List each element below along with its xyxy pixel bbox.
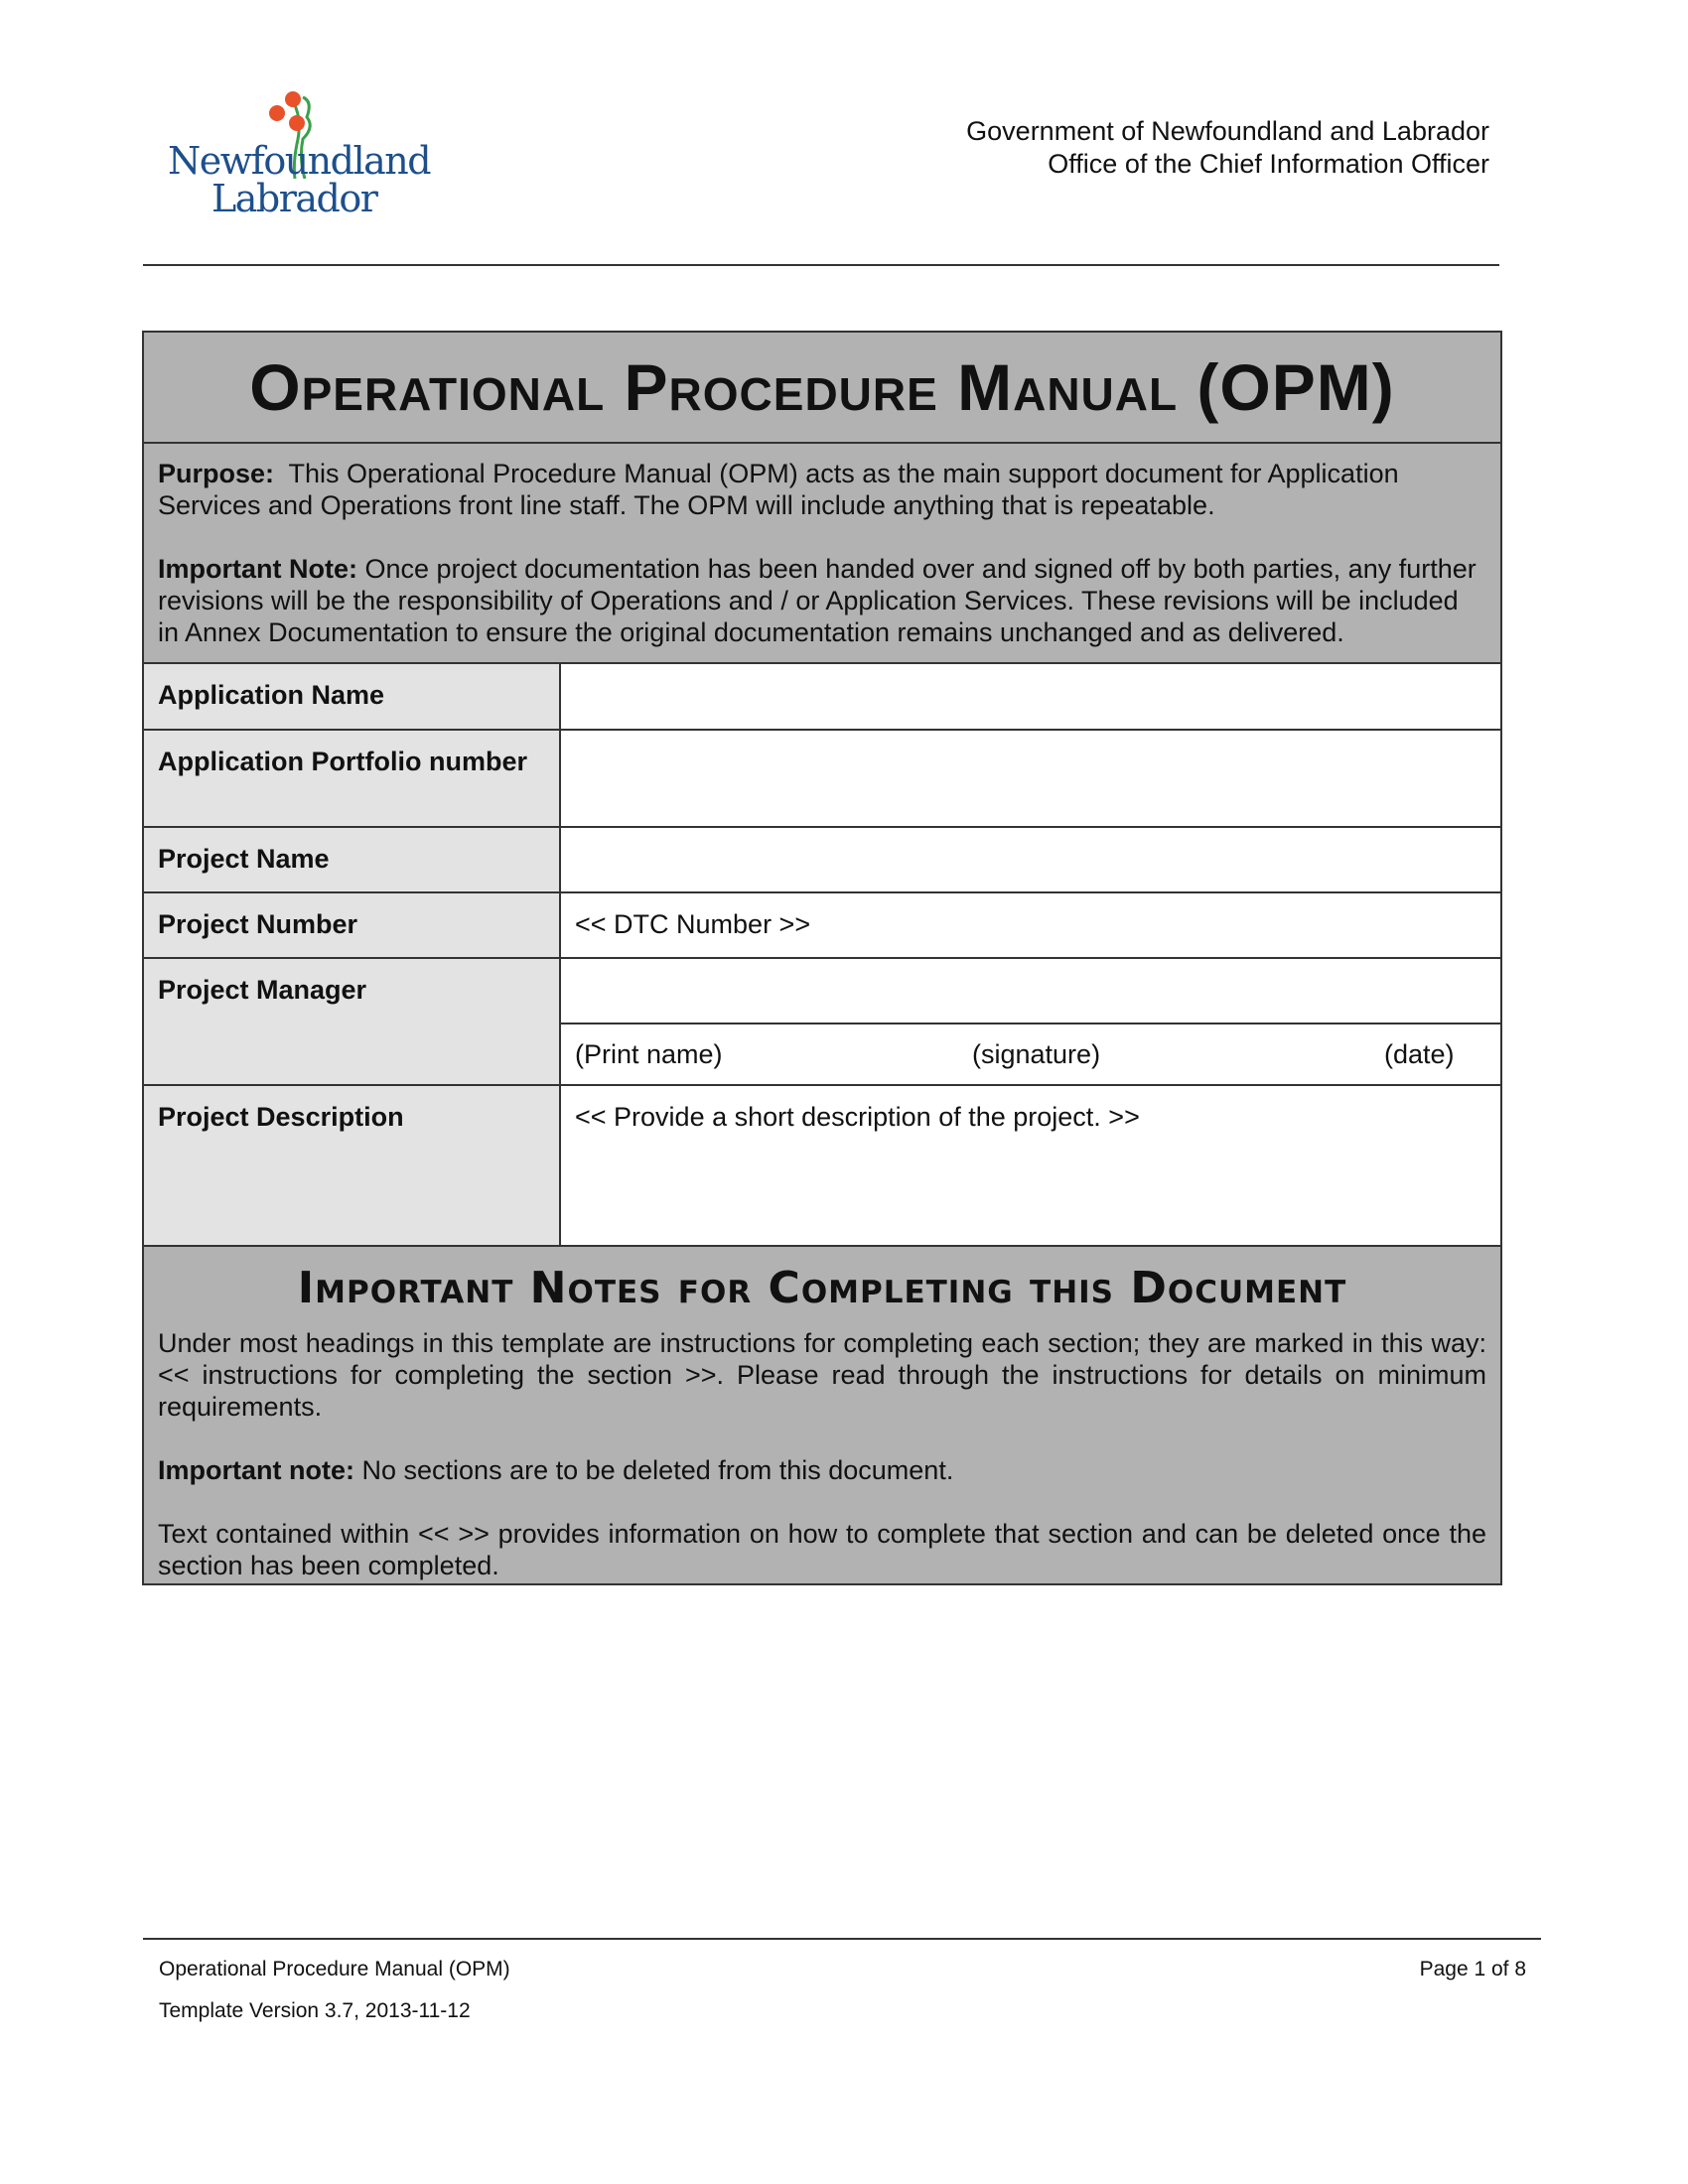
- table-row: [144, 664, 1500, 730]
- government-logo: [164, 89, 431, 220]
- signature-line: [560, 1024, 1500, 1085]
- important-notes-section: [144, 1247, 1500, 1581]
- table-row: [144, 827, 1500, 892]
- field-label: Application Name: [144, 664, 560, 730]
- document-cover-box: [142, 331, 1502, 1585]
- header-divider: [143, 264, 1499, 266]
- important-note-paragraph: [158, 553, 1486, 648]
- footer-template-version: Template Version 3.7, 2013-11-12: [159, 1999, 471, 2022]
- purpose-label: Purpose:: [158, 459, 275, 488]
- table-row: [144, 730, 1500, 827]
- notes-heading: Important Notes for Completing this Document: [297, 1263, 1347, 1313]
- important-note-text: Once project documentation has been handed over and signed off by both parties, any further revisions will be the responsibility of Operations and / or Application Services. These revisions will be included in Annex Documentation to ensure the original documentation remains unchanged and as delivered.: [158, 554, 1477, 647]
- field-label: Project Number: [144, 892, 560, 958]
- purpose-paragraph: [158, 458, 1486, 521]
- document-title: Operational Procedure Manual (OPM): [249, 350, 1395, 424]
- organization-name: Government of Newfoundland and Labrador: [966, 116, 1489, 146]
- application-name-field[interactable]: [560, 664, 1500, 730]
- project-info-table: [144, 664, 1500, 1247]
- project-description-field[interactable]: << Provide a short description of the project. >>: [560, 1085, 1500, 1246]
- footer-divider: [143, 1938, 1541, 1940]
- signature-label: (signature): [972, 1039, 1101, 1069]
- table-row: [144, 1085, 1500, 1246]
- field-label: Project Description: [144, 1085, 560, 1246]
- notes-paragraph-no-deletion: [158, 1454, 1486, 1486]
- field-label: Project Name: [144, 827, 560, 892]
- purpose-text: This Operational Procedure Manual (OPM) acts as the main support document for Application Services and Operations front line staff. The OPM will include anything that is repeatable.: [158, 459, 1399, 520]
- date-label: (date): [1384, 1039, 1455, 1069]
- footer-page-number: Page 1 of 8: [1419, 1958, 1526, 1980]
- logo-text-labrador: Labrador: [211, 177, 377, 220]
- important-note-text: No sections are to be deleted from this document.: [361, 1455, 954, 1485]
- footer-document-title: Operational Procedure Manual (OPM): [159, 1958, 510, 1980]
- application-portfolio-number-field[interactable]: [560, 730, 1500, 827]
- table-row: [144, 958, 1500, 1024]
- notes-paragraph-instructions: Under most headings in this template are instructions for completing each section; they are marked in this way: << instructions for completing the section >>. Please read through the instructions for details on minimum requirements.: [158, 1328, 1486, 1422]
- important-note-label: Important note:: [158, 1455, 354, 1485]
- project-manager-field[interactable]: [560, 958, 1500, 1024]
- important-note-label: Important Note:: [158, 554, 357, 584]
- notes-paragraph-placeholder-text: Text contained within << >> provides information on how to complete that section and can be deleted once the section has been completed.: [158, 1519, 1486, 1580]
- organization-header: [966, 115, 1489, 181]
- field-label: Application Portfolio number: [144, 730, 560, 827]
- project-number-field[interactable]: << DTC Number >>: [560, 892, 1500, 958]
- purpose-section: [144, 444, 1500, 664]
- project-name-field[interactable]: [560, 827, 1500, 892]
- table-row: [144, 892, 1500, 958]
- print-name-label: (Print name): [575, 1039, 723, 1069]
- field-label: Project Manager: [144, 958, 560, 1085]
- logo-text-newfoundland: Newfoundland: [168, 139, 431, 183]
- office-name: Office of the Chief Information Officer: [1048, 149, 1489, 179]
- title-row: [144, 333, 1500, 444]
